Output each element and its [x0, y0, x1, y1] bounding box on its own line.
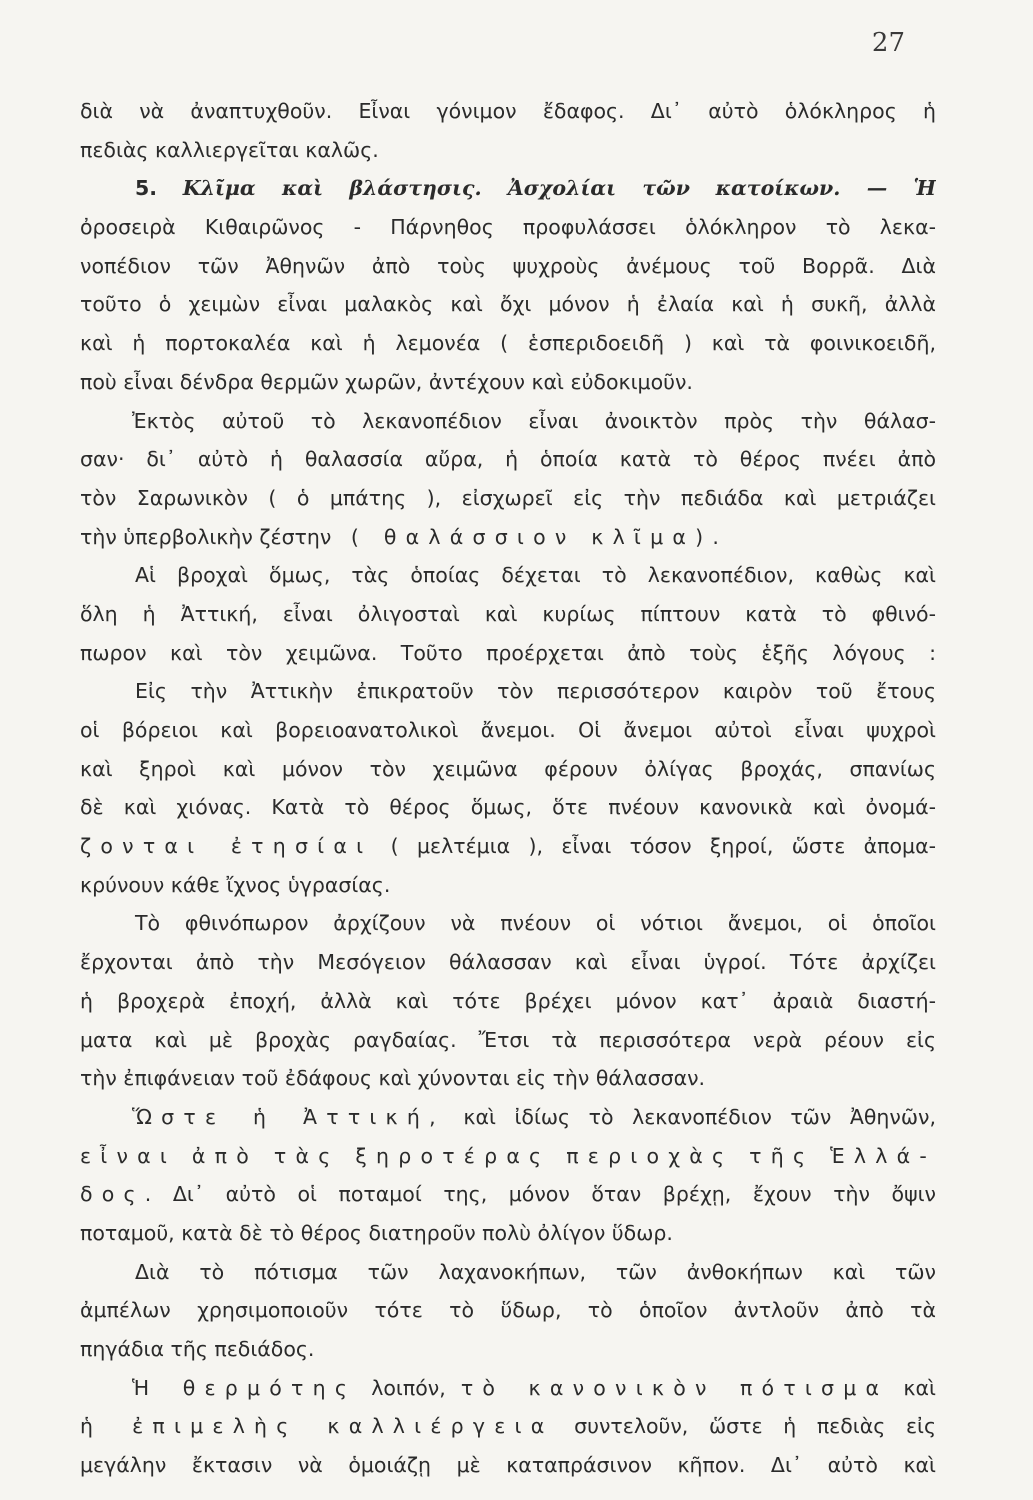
spaced-emphasis: ( θαλάσσιον κλῖμα).	[350, 524, 729, 549]
text-line: καὶ ξηροὶ καὶ μόνον τὸν χειμῶνα φέρουν ὀλίγας βροχάς, σπανίως	[80, 756, 936, 781]
page-number: 27	[871, 28, 905, 58]
text-line: διὰ νὰ ἀναπτυχθοῦν. Εἶναι γόνιμον ἔδαφος. Δι᾽ αὐτὸ ὁλόκληρος ἡ	[80, 99, 936, 123]
text-line	[80, 518, 936, 557]
text-line	[80, 1407, 936, 1446]
section-title-end: κατοίκων. — Ἡ	[715, 176, 936, 201]
spaced-emphasis: Ὥστε ἡ Ἀττική,	[132, 1104, 445, 1129]
text-line: ἡ βροχερὰ ἐποχή, ἀλλὰ καὶ τότε βρέχει μόνον κατ᾽ ἀραιὰ διαστή-	[80, 988, 936, 1013]
text-line: ἀμπέλων χρησιμοποιοῦν τότε τὸ ὕδωρ, τὸ ὁποῖον ἀντλοῦν ἀπὸ τὰ	[80, 1298, 936, 1323]
text-line: ἔρχονται ἀπὸ τὴν Μεσόγειον θάλασσαν καὶ εἶναι ὑγροί. Τότε ἀρχίζει	[80, 950, 936, 975]
text-fragment: τὴν ὑπερβολικὴν ζέστην	[80, 524, 332, 549]
text-line: τὴν ἐπιφάνειαν τοῦ ἐδάφους καὶ χύνονται εἰς τὴν θάλασσαν.	[80, 1066, 706, 1091]
body-text	[80, 92, 936, 1485]
text-line: τὸν Σαρωνικὸν ( ὁ μπάτης ), εἰσχωρεῖ εἰς τὴν πεδιάδα καὶ μετριάζει	[80, 485, 936, 510]
text-line: Διὰ τὸ πότισμα τῶν λαχανοκήπων, τῶν ἀνθοκήπων καὶ τῶν	[135, 1259, 936, 1284]
section-heading-line	[80, 169, 936, 208]
text-line: τοῦτο ὁ χειμὼν εἶναι μαλακὸς καὶ ὄχι μόνον ἡ ἐλαία καὶ ἡ συκῆ, ἀλλὰ	[80, 292, 936, 317]
text-line: καὶ ἡ πορτοκαλέα καὶ ἡ λεμονέα ( ἑσπεριδοειδῆ ) καὶ τὰ φοινικοειδῆ,	[80, 331, 936, 356]
text-line: ποὺ εἶναι δένδρα θερμῶν χωρῶν, ἀντέχουν καὶ εὐδοκιμοῦν.	[80, 369, 693, 394]
text-line: οἱ βόρειοι καὶ βορειοανατολικοὶ ἄνεμοι. Οἱ ἄνεμοι αὐτοὶ εἶναι ψυχροὶ	[80, 718, 936, 742]
text-line: κρύνουν κάθε ἴχνος ὑγρασίας.	[80, 872, 391, 897]
text-fragment: ( μελτέμια ), εἶναι τόσον ξηροί, ὥστε ἀπομα-	[390, 834, 936, 859]
spaced-emphasis: δος	[80, 1182, 145, 1207]
text-line: μεγάλην ἔκτασιν νὰ ὁμοιάζῃ μὲ καταπράσινον κῆπον. Δι᾽ αὐτὸ καὶ	[80, 1453, 936, 1478]
text-line	[80, 1175, 936, 1214]
text-line	[80, 827, 936, 866]
text-line: Ἐκτὸς αὐτοῦ τὸ λεκανοπέδιον εἶναι ἀνοικτὸν πρὸς τὴν θάλασ-	[132, 408, 936, 433]
text-line: ματα καὶ μὲ βροχὰς ραγδαίας. Ἔτσι τὰ περισσότερα νερὰ ρέουν εἰς	[80, 1027, 936, 1052]
spaced-emphasis: ζονται ἐτησίαι	[80, 834, 373, 859]
text-line: Εἰς τὴν Ἀττικὴν ἐπικρατοῦν τὸν περισσότερον καιρὸν τοῦ ἔτους	[135, 679, 936, 704]
text-line: Τὸ φθινόπωρον ἀρχίζουν νὰ πνέουν οἱ νότιοι ἄνεμοι, οἱ ὁποῖοι	[135, 911, 936, 936]
text-fragment: λοιπόν,	[371, 1375, 446, 1400]
spaced-emphasis: Ἡ θερμότης	[132, 1375, 357, 1400]
text-line	[80, 1098, 936, 1137]
section-number: 5.	[135, 176, 158, 201]
text-fragment: συντελοῦν, ὥστε ἡ πεδιὰς εἰς	[574, 1414, 936, 1439]
spaced-emphasis: ἡ ἐπιμελὴς καλλιέργεια	[80, 1414, 554, 1439]
text-fragment: καὶ ἰδίως τὸ λεκανοπέδιον τῶν Ἀθηνῶν,	[463, 1104, 936, 1129]
spaced-emphasis-line: εἶναι ἀπὸ τὰς ξηροτέρας περιοχὰς τῆς Ἑλλά-	[80, 1143, 936, 1168]
text-line	[80, 1369, 936, 1408]
text-line: πηγάδια τῆς πεδιάδος.	[80, 1337, 315, 1361]
text-line: νοπέδιον τῶν Ἀθηνῶν ἀπὸ τοὺς ψυχροὺς ἀνέμους τοῦ Βορρᾶ. Διὰ	[80, 253, 936, 278]
text-line: Αἱ βροχαὶ ὅμως, τὰς ὁποίας δέχεται τὸ λεκανοπέδιον, καθὼς καὶ	[135, 563, 936, 588]
text-line: ὅλη ἡ Ἀττική, εἶναι ὀλιγοσταὶ καὶ κυρίως πίπτουν κατὰ τὸ φθινό-	[80, 601, 936, 626]
text-line: ποταμοῦ, κατὰ δὲ τὸ θέρος διατηροῦν πολὺ ὀλίγον ὕδωρ.	[80, 1220, 673, 1245]
text-fragment: καὶ	[903, 1375, 936, 1400]
text-fragment: . Δι᾽ αὐτὸ οἱ ποταμοί της, μόνον ὅταν βρέχῃ, ἔχουν τὴν ὄψιν	[144, 1182, 936, 1207]
section-title: Κλῖμα καὶ βλάστησις. Ἀσχολίαι τῶν	[182, 176, 690, 201]
text-line: ὀροσειρὰ Κιθαιρῶνος - Πάρνηθος προφυλάσσει ὁλόκληρον τὸ λεκα-	[80, 215, 936, 240]
text-line: σαν· δι᾽ αὐτὸ ἡ θαλασσία αὔρα, ἡ ὁποία κατὰ τὸ θέρος πνέει ἀπὸ	[80, 447, 936, 472]
spaced-emphasis: τὸ κανονικὸν πότισμα	[460, 1375, 889, 1400]
text-line: πεδιὰς καλλιεργεῖται καλῶς.	[80, 137, 379, 162]
text-line: πωρον καὶ τὸν χειμῶνα. Τοῦτο προέρχεται ἀπὸ τοὺς ἑξῆς λόγους :	[80, 640, 936, 665]
text-line: δὲ καὶ χιόνας. Κατὰ τὸ θέρος ὅμως, ὅτε πνέουν κανονικὰ καὶ ὀνομά-	[80, 795, 936, 820]
